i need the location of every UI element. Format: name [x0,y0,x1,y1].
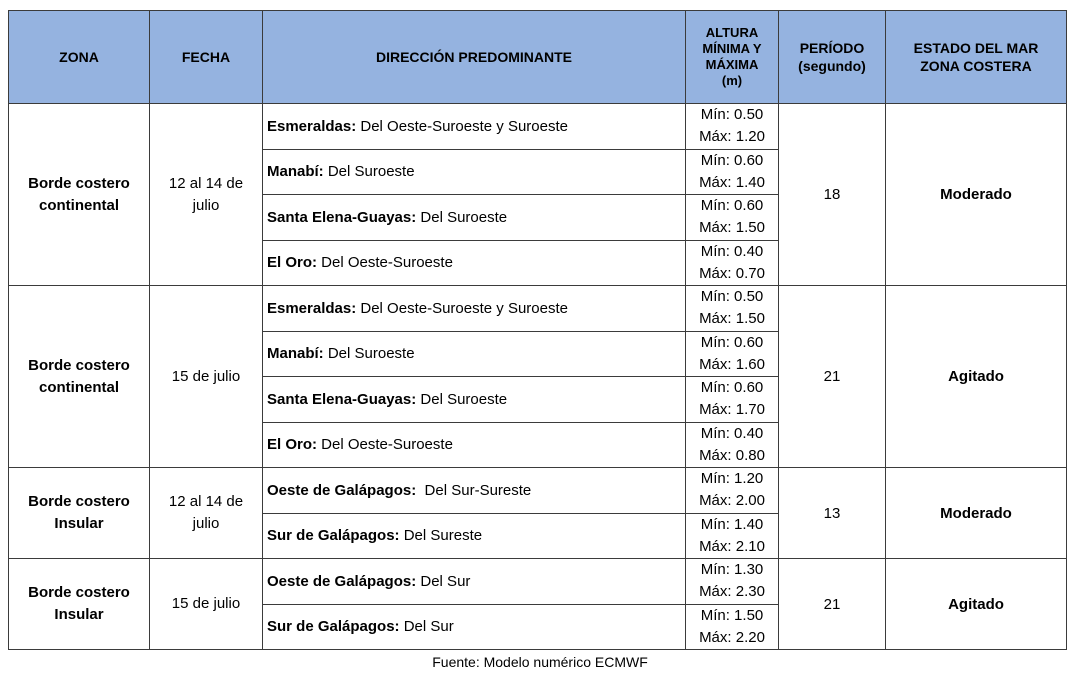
direction-text: Del Oeste-Suroeste [317,254,453,272]
altura-max: Máx: 2.20 [699,628,765,646]
altura-max: Máx: 0.70 [699,264,765,282]
table-body [9,104,1067,650]
fecha-cell [150,559,263,650]
altura-min: Mín: 0.60 [700,333,764,351]
zona-cell [9,559,150,650]
header-estado-line1: ESTADO DEL MAR [913,40,1039,56]
altura-max: Máx: 2.30 [699,583,765,601]
altura-min: Mín: 0.60 [700,379,764,397]
altura-cell [686,513,779,559]
altura-cell [686,604,779,650]
direction-text: Del Sur-Sureste [416,481,532,499]
direccion-cell [263,604,686,650]
direction-text: Del Suroeste [323,345,415,363]
fecha-line1: 15 de julio [171,595,241,612]
region-label: Manabí: [267,345,324,363]
altura-min: Mín: 0.40 [700,424,764,442]
fecha-line1: 15 de julio [171,367,241,385]
region-label: Manabí: [267,163,324,181]
direccion-cell [263,559,686,605]
direccion-cell [263,240,686,286]
header-fecha: FECHA [150,11,263,104]
header-altura-line1: ALTURA [705,25,759,40]
altura-max: Máx: 2.10 [699,537,765,555]
altura-min: Mín: 0.60 [700,151,764,169]
zona-line1: Borde costero [28,493,130,510]
direction-text: Del Sureste [399,527,483,545]
fecha-cell [150,468,263,559]
direccion-cell [263,104,686,150]
region-label: El Oro: [267,254,318,272]
region-label: Oeste de Galápagos: [267,572,417,590]
direction-text: Del Oeste-Suroeste [317,436,453,454]
wave-forecast-table [8,10,1067,650]
region-label: Santa Elena-Guayas: [267,208,417,226]
header-altura-line3: MÁXIMA [705,57,759,72]
altura-min: Mín: 0.50 [700,288,764,306]
estado-cell: Agitado [886,286,1067,468]
altura-cell [686,559,779,605]
altura-max: Máx: 1.20 [699,128,765,146]
zona-line2: Insular [54,606,104,623]
altura-cell [686,104,779,150]
table-row [9,559,1067,605]
direction-text: Del Suroeste [416,208,508,226]
altura-max: Máx: 0.80 [699,446,765,464]
direccion-cell [263,377,686,423]
zona-line1: Borde costero [28,174,130,192]
region-label: Sur de Galápagos: [267,527,400,545]
table-row [9,104,1067,150]
periodo-cell: 18 [779,104,886,286]
direccion-cell [263,513,686,559]
header-row [9,11,1067,104]
estado-cell: Agitado [886,559,1067,650]
fecha-line2: julio [192,196,220,214]
direction-text: Del Sur [416,572,471,590]
altura-max: Máx: 1.40 [699,173,765,191]
altura-cell [686,286,779,332]
periodo-cell: 21 [779,559,886,650]
altura-max: Máx: 1.50 [699,219,765,237]
region-label: Sur de Galápagos: [267,618,400,636]
altura-cell [686,468,779,514]
altura-min: Mín: 1.20 [700,470,764,488]
altura-min: Mín: 1.50 [700,606,764,624]
zona-cell [9,468,150,559]
direccion-cell [263,286,686,332]
header-estado-line2: ZONA COSTERA [920,58,1032,74]
zona-line1: Borde costero [28,356,130,374]
direccion-cell [263,331,686,377]
altura-cell [686,240,779,286]
header-altura-line2: MÍNIMA Y [702,41,762,56]
altura-max: Máx: 1.70 [699,401,765,419]
zona-line2: continental [38,378,119,396]
altura-min: Mín: 1.40 [700,515,764,533]
zona-cell [9,286,150,468]
altura-cell [686,377,779,423]
region-label: Esmeraldas: [267,117,357,135]
header-altura-line4: (m) [721,73,743,88]
fecha-line1: 12 al 14 de [168,493,244,510]
altura-cell [686,195,779,241]
direccion-cell [263,149,686,195]
altura-min: Mín: 1.30 [700,561,764,579]
altura-min: Mín: 0.40 [700,242,764,260]
direccion-cell [263,195,686,241]
altura-min: Mín: 0.60 [700,197,764,215]
header-periodo [779,11,886,104]
direction-text: Del Oeste-Suroeste y Suroeste [356,299,568,317]
altura-max: Máx: 2.00 [699,492,765,510]
altura-max: Máx: 1.60 [699,355,765,373]
source-note: Fuente: Modelo numérico ECMWF [432,654,648,670]
header-zona: ZONA [9,11,150,104]
altura-cell [686,422,779,468]
direction-text: Del Sur [399,618,454,636]
altura-min: Mín: 0.50 [700,106,764,124]
zona-cell [9,104,150,286]
header-direccion: DIRECCIÓN PREDOMINANTE [263,11,686,104]
table-header [9,11,1067,104]
table-row [9,468,1067,514]
region-label: Santa Elena-Guayas: [267,390,417,408]
direction-text: Del Suroeste [323,163,415,181]
direction-text: Del Suroeste [416,390,508,408]
direction-text: Del Oeste-Suroeste y Suroeste [356,117,568,135]
zona-line2: Insular [54,515,104,532]
fecha-cell [150,104,263,286]
periodo-cell: 21 [779,286,886,468]
region-label: Esmeraldas: [267,299,357,317]
header-estado [886,11,1067,104]
fecha-cell [150,286,263,468]
direccion-cell [263,422,686,468]
altura-max: Máx: 1.50 [699,310,765,328]
table-row [9,286,1067,332]
altura-cell [686,331,779,377]
region-label: El Oro: [267,436,318,454]
header-altura [686,11,779,104]
estado-cell: Moderado [886,468,1067,559]
zona-line2: continental [38,196,119,214]
zona-line1: Borde costero [28,584,130,601]
direccion-cell [263,468,686,514]
altura-cell [686,149,779,195]
header-periodo-line2: (segundo) [798,58,866,74]
header-periodo-line1: PERÍODO [799,40,865,56]
estado-cell: Moderado [886,104,1067,286]
region-label: Oeste de Galápagos: [267,481,417,499]
periodo-cell: 13 [779,468,886,559]
fecha-line1: 12 al 14 de [168,174,244,192]
fecha-line2: julio [192,515,220,532]
